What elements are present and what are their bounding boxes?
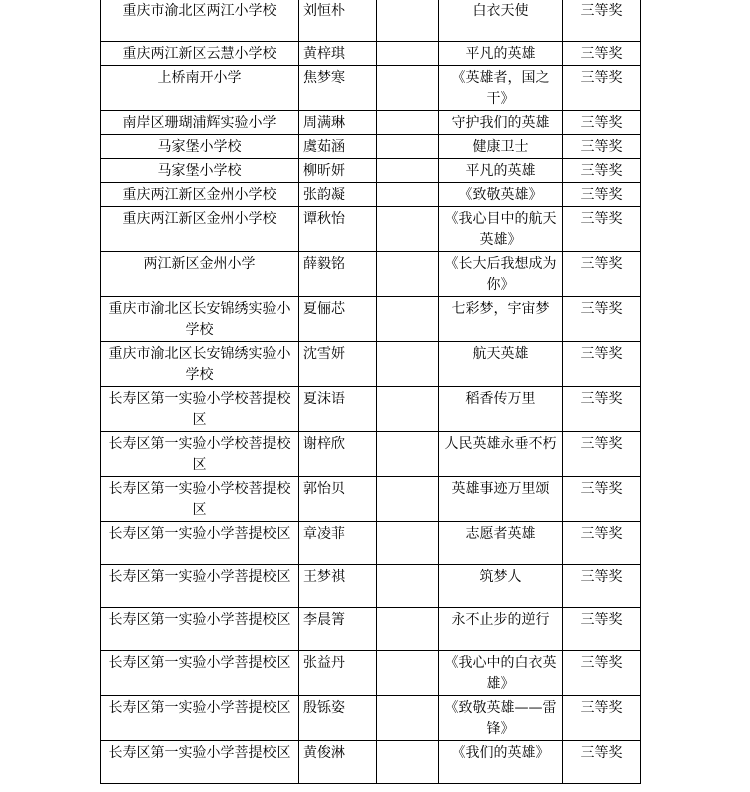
blank-cell [377, 159, 439, 183]
table-row [101, 565, 641, 608]
school-cell: 长寿区第一实验小学菩提校区 [101, 608, 299, 651]
blank-cell [377, 342, 439, 387]
school-cell: 长寿区第一实验小学菩提校区 [101, 741, 299, 784]
table-row [101, 651, 641, 696]
work-title-cell: 航天英雄 [439, 342, 563, 387]
blank-cell [377, 66, 439, 111]
table-row [101, 159, 641, 183]
award-level-cell: 三等奖 [563, 696, 641, 741]
award-level-cell: 三等奖 [563, 432, 641, 477]
table-row [101, 111, 641, 135]
school-cell: 马家堡小学校 [101, 159, 299, 183]
work-title-cell: 《长大后我想成为你》 [439, 252, 563, 297]
award-level-cell: 三等奖 [563, 477, 641, 522]
student-name-cell: 殷铄姿 [299, 696, 377, 741]
table-row [101, 608, 641, 651]
school-cell: 重庆市渝北区长安锦绣实验小学校 [101, 297, 299, 342]
work-title-cell: 平凡的英雄 [439, 159, 563, 183]
award-level-cell: 三等奖 [563, 135, 641, 159]
table-row [101, 0, 641, 42]
award-level-cell: 三等奖 [563, 608, 641, 651]
work-title-cell: 人民英雄永垂不朽 [439, 432, 563, 477]
blank-cell [377, 477, 439, 522]
student-name-cell: 刘恒朴 [299, 0, 377, 42]
work-title-cell: 七彩梦，宇宙梦 [439, 297, 563, 342]
school-cell: 马家堡小学校 [101, 135, 299, 159]
student-name-cell: 薛毅铭 [299, 252, 377, 297]
blank-cell [377, 183, 439, 207]
student-name-cell: 沈雪妍 [299, 342, 377, 387]
award-level-cell: 三等奖 [563, 651, 641, 696]
awards-table-body [101, 0, 641, 784]
table-row [101, 387, 641, 432]
table-row [101, 477, 641, 522]
school-cell: 长寿区第一实验小学校菩提校区 [101, 477, 299, 522]
work-title-cell: 《我们的英雄》 [439, 741, 563, 784]
student-name-cell: 黄梓琪 [299, 42, 377, 66]
student-name-cell: 虞茹涵 [299, 135, 377, 159]
award-level-cell: 三等奖 [563, 342, 641, 387]
student-name-cell: 夏俪芯 [299, 297, 377, 342]
awards-table [100, 0, 641, 784]
blank-cell [377, 207, 439, 252]
blank-cell [377, 387, 439, 432]
table-row [101, 522, 641, 565]
student-name-cell: 郭怡贝 [299, 477, 377, 522]
blank-cell [377, 252, 439, 297]
table-row [101, 207, 641, 252]
student-name-cell: 李晨箐 [299, 608, 377, 651]
student-name-cell: 焦梦寒 [299, 66, 377, 111]
table-row [101, 42, 641, 66]
blank-cell [377, 651, 439, 696]
blank-cell [377, 297, 439, 342]
work-title-cell: 白衣天使 [439, 0, 563, 42]
table-row [101, 297, 641, 342]
award-level-cell: 三等奖 [563, 252, 641, 297]
work-title-cell: 健康卫士 [439, 135, 563, 159]
work-title-cell: 平凡的英雄 [439, 42, 563, 66]
school-cell: 长寿区第一实验小学菩提校区 [101, 522, 299, 565]
student-name-cell: 周满琳 [299, 111, 377, 135]
blank-cell [377, 522, 439, 565]
award-level-cell: 三等奖 [563, 183, 641, 207]
work-title-cell: 《我心目中的航天英雄》 [439, 207, 563, 252]
table-row [101, 741, 641, 784]
student-name-cell: 王梦祺 [299, 565, 377, 608]
award-level-cell: 三等奖 [563, 297, 641, 342]
school-cell: 上桥南开小学 [101, 66, 299, 111]
work-title-cell: 《我心中的白衣英雄》 [439, 651, 563, 696]
school-cell: 南岸区珊瑚浦辉实验小学 [101, 111, 299, 135]
work-title-cell: 筑梦人 [439, 565, 563, 608]
school-cell: 两江新区金州小学 [101, 252, 299, 297]
work-title-cell: 《致敬英雄——雷锋》 [439, 696, 563, 741]
blank-cell [377, 608, 439, 651]
student-name-cell: 谭秋怡 [299, 207, 377, 252]
school-cell: 重庆两江新区金州小学校 [101, 183, 299, 207]
student-name-cell: 夏沫语 [299, 387, 377, 432]
award-level-cell: 三等奖 [563, 565, 641, 608]
award-level-cell: 三等奖 [563, 741, 641, 784]
student-name-cell: 柳昕妍 [299, 159, 377, 183]
school-cell: 重庆两江新区金州小学校 [101, 207, 299, 252]
work-title-cell: 《致敬英雄》 [439, 183, 563, 207]
school-cell: 长寿区第一实验小学菩提校区 [101, 565, 299, 608]
student-name-cell: 谢梓欣 [299, 432, 377, 477]
table-row [101, 696, 641, 741]
blank-cell [377, 135, 439, 159]
award-level-cell: 三等奖 [563, 111, 641, 135]
work-title-cell: 《英雄者，国之干》 [439, 66, 563, 111]
table-row [101, 252, 641, 297]
work-title-cell: 志愿者英雄 [439, 522, 563, 565]
table-row [101, 66, 641, 111]
work-title-cell: 英雄事迹万里颂 [439, 477, 563, 522]
award-level-cell: 三等奖 [563, 522, 641, 565]
award-level-cell: 三等奖 [563, 387, 641, 432]
award-level-cell: 三等奖 [563, 66, 641, 111]
student-name-cell: 章凌菲 [299, 522, 377, 565]
work-title-cell: 守护我们的英雄 [439, 111, 563, 135]
table-row [101, 342, 641, 387]
student-name-cell: 张益丹 [299, 651, 377, 696]
work-title-cell: 稻香传万里 [439, 387, 563, 432]
blank-cell [377, 0, 439, 42]
blank-cell [377, 741, 439, 784]
school-cell: 长寿区第一实验小学校菩提校区 [101, 387, 299, 432]
work-title-cell: 永不止步的逆行 [439, 608, 563, 651]
school-cell: 重庆市渝北区两江小学校 [101, 0, 299, 42]
table-row [101, 432, 641, 477]
blank-cell [377, 565, 439, 608]
school-cell: 长寿区第一实验小学校菩提校区 [101, 432, 299, 477]
student-name-cell: 张韵凝 [299, 183, 377, 207]
blank-cell [377, 696, 439, 741]
school-cell: 重庆市渝北区长安锦绣实验小学校 [101, 342, 299, 387]
award-level-cell: 三等奖 [563, 159, 641, 183]
award-level-cell: 三等奖 [563, 42, 641, 66]
award-level-cell: 三等奖 [563, 207, 641, 252]
student-name-cell: 黄俊淋 [299, 741, 377, 784]
blank-cell [377, 432, 439, 477]
award-level-cell: 三等奖 [563, 0, 641, 42]
school-cell: 长寿区第一实验小学菩提校区 [101, 651, 299, 696]
school-cell: 重庆两江新区云慧小学校 [101, 42, 299, 66]
school-cell: 长寿区第一实验小学菩提校区 [101, 696, 299, 741]
table-row [101, 183, 641, 207]
blank-cell [377, 42, 439, 66]
blank-cell [377, 111, 439, 135]
table-row [101, 135, 641, 159]
